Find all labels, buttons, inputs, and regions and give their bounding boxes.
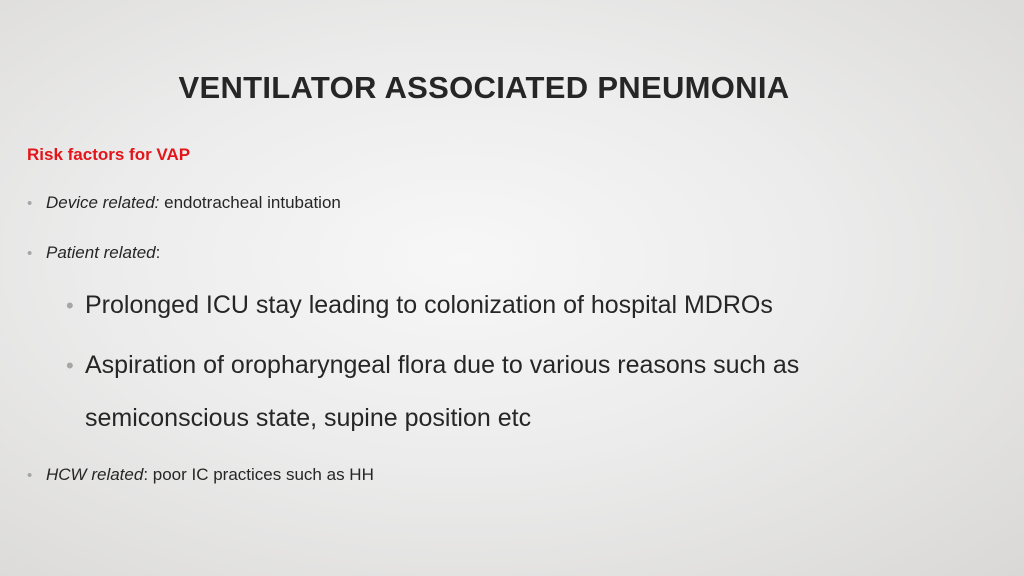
section-heading: Risk factors for VAP [27, 145, 191, 164]
bullet-icon: • [66, 353, 74, 378]
bullet-text: endotracheal intubation [159, 193, 341, 212]
slide-title: VENTILATOR ASSOCIATED PNEUMONIA [178, 70, 790, 105]
bullet-icon: • [27, 467, 33, 484]
sub-bullet-aspiration-continuation: semiconscious state, supine position etc [85, 404, 532, 432]
bullet-label: Device related: [46, 193, 160, 212]
bullet-label: HCW related [46, 465, 144, 484]
bullet-text: : poor IC practices such as HH [143, 465, 374, 484]
bullet-label: Patient related [46, 243, 156, 262]
bullet-device-related [27, 193, 341, 213]
bullet-icon: • [27, 245, 33, 262]
bullet-text: Aspiration of oropharyngeal flora due to various reasons such as [85, 351, 800, 379]
bullet-icon: • [66, 293, 74, 318]
sub-bullet-aspiration [66, 351, 799, 380]
bullet-text: : [155, 243, 161, 262]
sub-bullet-icu-stay [66, 291, 773, 320]
bullet-icon: • [27, 195, 33, 212]
bullet-text: Prolonged ICU stay leading to colonization of hospital MDROs [85, 291, 773, 319]
bullet-patient-related [27, 243, 160, 263]
bullet-hcw-related [27, 465, 374, 485]
